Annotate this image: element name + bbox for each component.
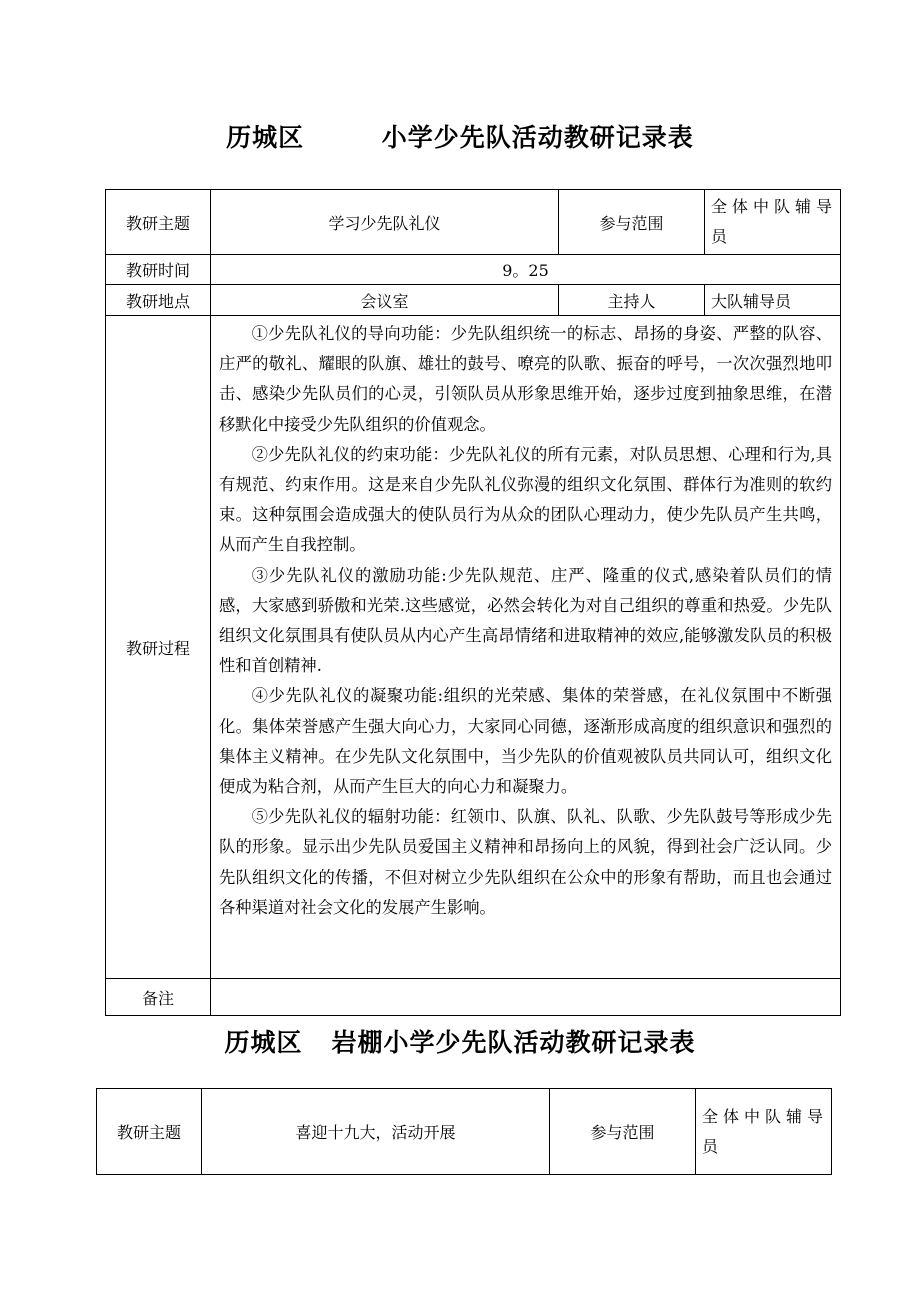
second-page-title: 历城区 岩棚小学少先队活动教研记录表 [224,1028,696,1057]
topic-value-2: 喜迎十九大，活动开展 [202,1089,550,1175]
time-label: 教研时间 [106,255,211,285]
place-value: 会议室 [211,285,559,316]
range-value-2: 全体中队辅导员 [696,1089,832,1175]
topic-value: 学习少先队礼仪 [211,190,559,255]
record-table-2 [96,1088,832,1175]
record-table-1 [105,189,841,1016]
place-label: 教研地点 [106,285,211,316]
process-paragraph-1: ①少先队礼仪的导向功能：少先队组织统一的标志、昂扬的身姿、严整的队容、庄严的敬礼、耀眼的队旗、雄壮的鼓号、嘹亮的队歌、振奋的呼号，一次次强烈地叩击、感染少先队员们的心灵，引领队员从形象思维开始，逐步过度到抽象思维，在潜移默化中接受少先队组织的价值观念。 [219,324,832,434]
note-label: 备注 [106,979,211,1016]
topic-label: 教研主题 [106,190,211,255]
note-value [211,979,841,1016]
topic-label-2: 教研主题 [97,1089,202,1175]
process-paragraph-4: ④少先队礼仪的凝聚功能:组织的光荣感、集体的荣誉感，在礼仪氛围中不断强化。集体荣誉感产生强大向心力，大家同心同德，逐渐形成高度的组织意识和强烈的集体主义精神。在少先队文化氛围中，当少先队的价值观被队员共同认可，组织文化便成为粘合剂，从而产生巨大的向心力和凝聚力。 [219,686,832,797]
page-title: 历城区 小学少先队活动教研记录表 [226,123,694,152]
process-paragraph-2: ②少先队礼仪的约束功能：少先队礼仪的所有元素，对队员思想、心理和行为,具有规范、约束作用。这是来自少先队礼仪弥漫的组织文化氛围、群体行为准则的软约束。这种氛围会造成强大的使队员行为从众的团队心理动力，使少先队员产生共鸣，从而产生自我控制。 [219,444,832,555]
range-label-2: 参与范围 [550,1089,696,1175]
host-label: 主持人 [559,285,705,316]
time-value: 9。25 [211,255,841,285]
process-paragraph-5: ⑤少先队礼仪的辐射功能：红领巾、队旗、队礼、队歌、少先队鼓号等形成少先队的形象。显示出少先队员爱国主义精神和昂扬向上的风貌，得到社会广泛认同。少先队组织文化的传播，不但对树立少先队组织在公众中的形象有帮助，而且也会通过各种渠道对社会文化的发展产生影响。 [219,807,832,917]
host-value: 大队辅导员 [705,285,841,316]
range-label: 参与范围 [559,190,705,255]
process-paragraph-3: ③少先队礼仪的激励功能:少先队规范、庄严、隆重的仪式,感染着队员们的情感，大家感到骄傲和光荣.这些感觉，必然会转化为对自己组织的尊重和热爱。少先队组织文化氛围具有使队员从内心产生高昂情绪和进取精神的效应,能够激发队员的积极性和首创精神. [219,565,832,676]
process-content [211,316,841,979]
range-value: 全体中队辅导员 [705,190,841,255]
process-label: 教研过程 [106,316,211,979]
